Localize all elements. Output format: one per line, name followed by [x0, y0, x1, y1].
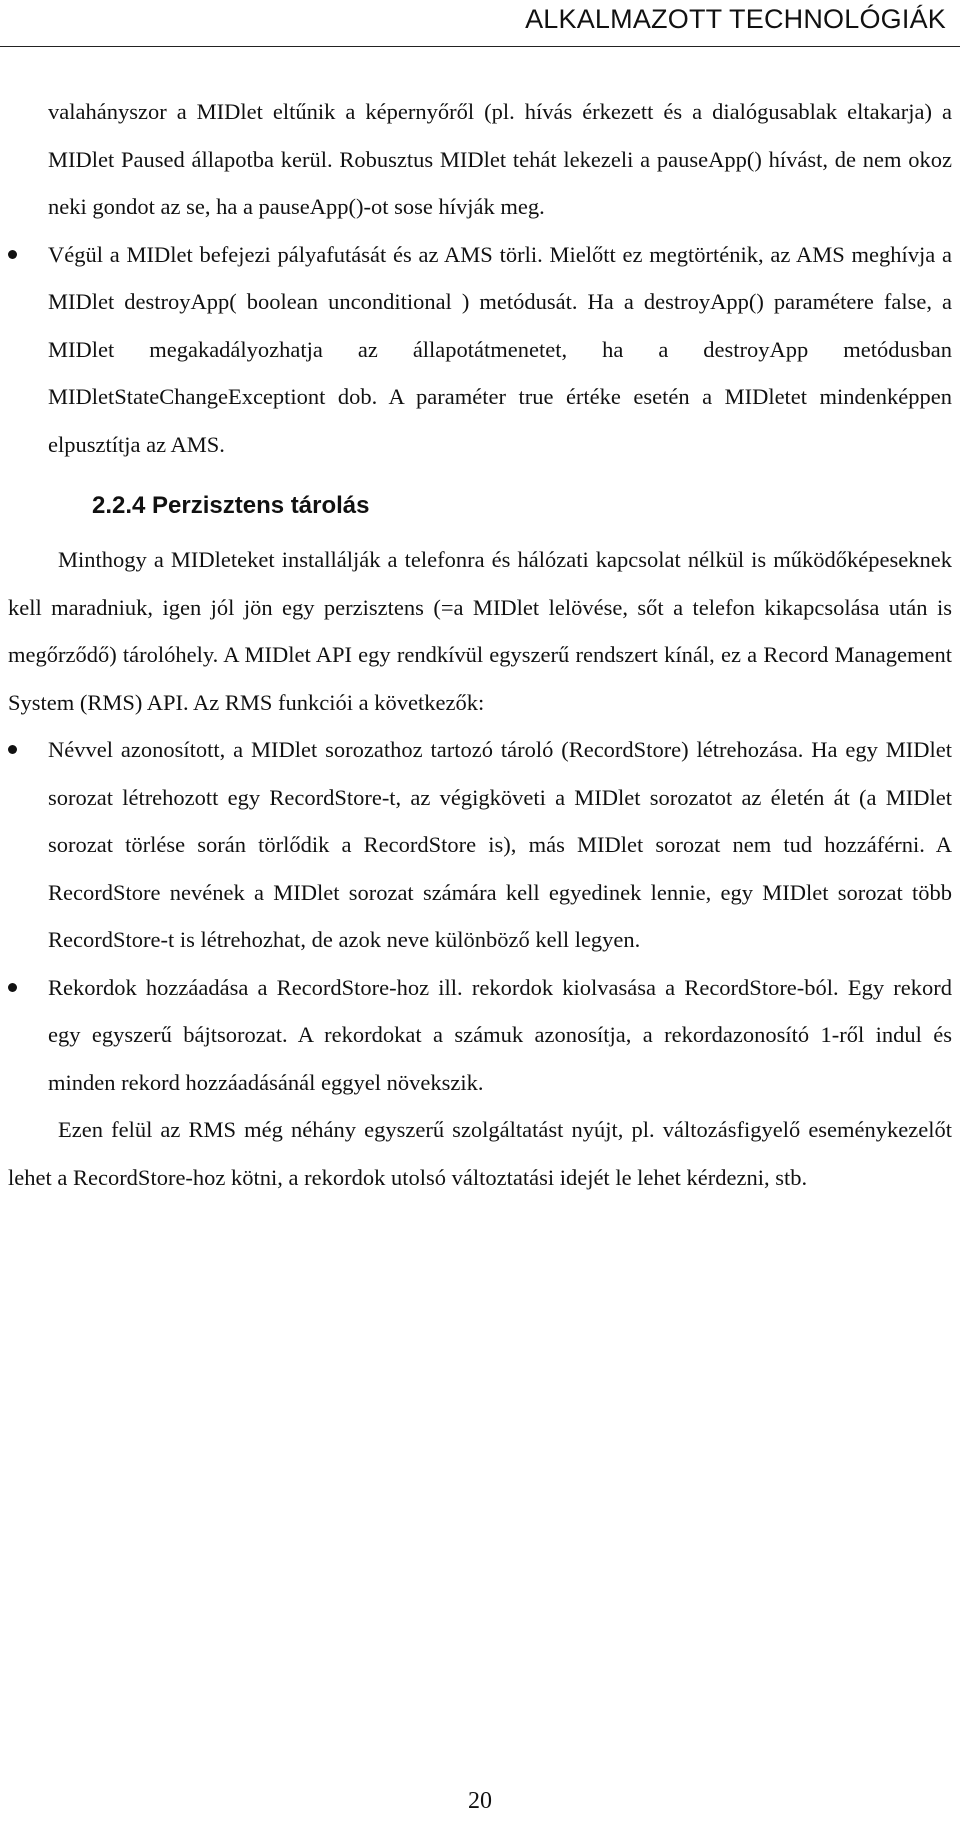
paragraph-closing: Ezen felül az RMS még néhány egyszerű szolgáltatást nyújt, pl. változásfigyelő eseménykezelőt lehet a RecordStore-hoz kötni, a rekordok utolsó változtatási idejét le lehet kérdezni, stb. — [8, 1117, 952, 1190]
section-heading: 2.2.4 Perzisztens tárolás — [92, 492, 370, 519]
bullet-text: Rekordok hozzáadása a RecordStore-hoz ill. rekordok kiolvasása a RecordStore-ból. Egy rekord egy egyszerű bájtsorozat. A rekordokat a számuk azonosítja, a rekordazonosító 1-ről indul és minden rekord hozzáadásánál eggyel növekszik. — [48, 974, 952, 1095]
running-title: ALKALMAZOTT TECHNOLÓGIÁK — [525, 4, 946, 34]
page-number: 20 — [468, 1788, 492, 1814]
running-header — [0, 0, 960, 47]
page-body — [8, 88, 952, 1201]
bullet-icon — [8, 250, 17, 259]
bullet-item-recordstore — [8, 726, 952, 964]
paragraph-intro: Minthogy a MIDleteket installálják a telefonra és hálózati kapcsolat nélkül is működőképeseknek kell maradniuk, igen jól jön egy perzisztens (=a MIDlet lelövése, sőt a telefon kikapcsolása után is megőrződő) tárolóhely. A MIDlet API egy rendkívül egyszerű rendszert kínál, ez a Record Management System (RMS) API. Az RMS funkciói a következők: — [8, 547, 952, 715]
bullet-icon — [8, 745, 17, 754]
bullet-item-destroy — [8, 231, 952, 469]
bullet-icon — [8, 983, 17, 992]
bullet-text: Végül a MIDlet befejezi pályafutását és az AMS törli. Mielőtt ez megtörténik, az AMS meghívja a MIDlet destroyApp( boolean unconditional ) metódusát. Ha a destroyApp() paramétere false, a MIDlet megakadályozhatja az állapotátmenetet, ha a destroyApp metódusban MIDletStateChangeExceptiont dob. A paraméter true értéke esetén a MIDletet mindenképpen elpusztítja az AMS. — [48, 241, 952, 457]
bullet-text: Névvel azonosított, a MIDlet sorozathoz tartozó tároló (RecordStore) létrehozása. Ha egy MIDlet sorozat létrehozott egy RecordStore-t, az végigköveti a MIDlet sorozatot az életén át (a MIDlet sorozat törlése során törlődik a RecordStore is), más MIDlet sorozat nem tud hozzáférni. A RecordStore nevének a MIDlet sorozat számára kell egyedinek lennie, egy MIDlet sorozat több RecordStore-t is létrehozhat, de azok neve különböző kell legyen. — [48, 737, 952, 952]
bullet-item-records — [8, 964, 952, 1107]
continued-paragraph: valahányszor a MIDlet eltűnik a képernyőről (pl. hívás érkezett és a dialógusablak eltakarja) a MIDlet Paused állapotba kerül. Robusztus MIDlet tehát lekezeli a pauseApp() hívást, de nem okoz neki gondot az se, ha a pauseApp()-ot sose hívják meg. — [48, 99, 952, 219]
